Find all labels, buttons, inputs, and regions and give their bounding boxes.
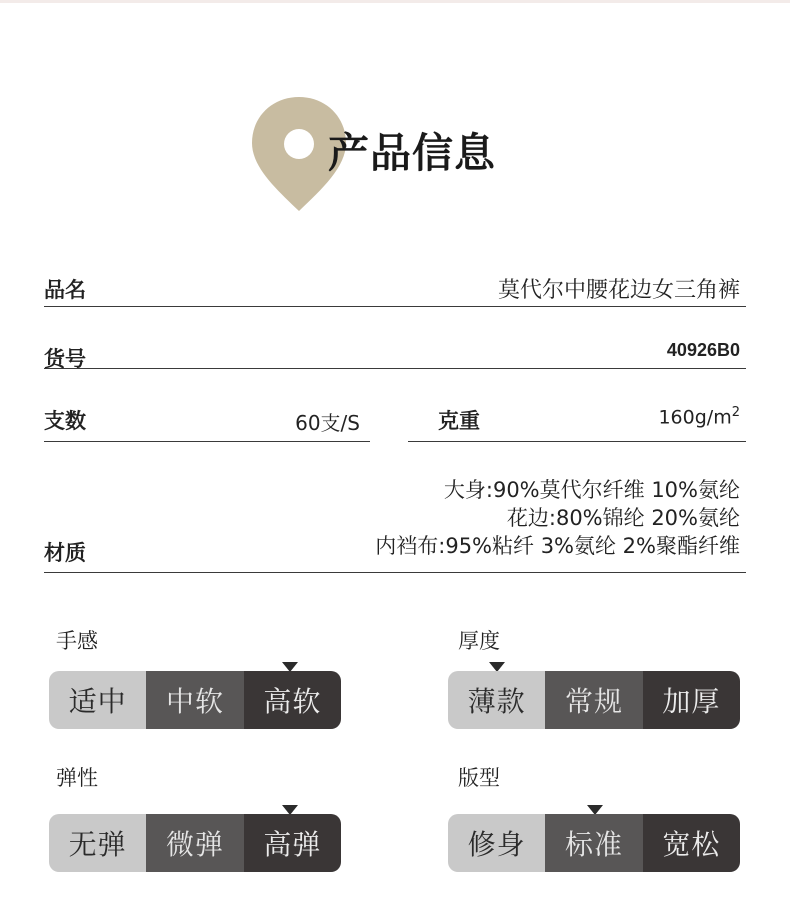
spec-row-sku bbox=[44, 335, 746, 369]
option-fit-2[interactable]: 宽松 bbox=[643, 814, 740, 872]
spec-value-name: 莫代尔中腰花边女三角裤 bbox=[497, 278, 740, 303]
option-thickness-0[interactable]: 薄款 bbox=[448, 671, 545, 729]
top-divider bbox=[0, 0, 790, 3]
attr-label-fit: 版型 bbox=[458, 766, 500, 790]
attr-label-hand-feel: 手感 bbox=[56, 629, 98, 653]
material-lines bbox=[375, 476, 740, 560]
spec-label-weight: 克重 bbox=[438, 409, 480, 433]
option-hand-feel-0[interactable]: 适中 bbox=[49, 671, 146, 729]
material-line-gusset: 内裆布:95%粘纤 3%氨纶 2%聚酯纤维 bbox=[375, 534, 740, 558]
option-elasticity-1[interactable]: 微弹 bbox=[146, 814, 243, 872]
option-hand-feel-1[interactable]: 中软 bbox=[146, 671, 243, 729]
spec-label-count: 支数 bbox=[44, 409, 86, 433]
option-elasticity-2[interactable]: 高弹 bbox=[244, 814, 341, 872]
option-fit-1[interactable]: 标准 bbox=[545, 814, 642, 872]
segmented-thickness bbox=[448, 671, 740, 729]
spec-label-name: 品名 bbox=[44, 278, 86, 302]
segmented-fit bbox=[448, 814, 740, 872]
spec-row-name bbox=[44, 270, 746, 307]
option-fit-0[interactable]: 修身 bbox=[448, 814, 545, 872]
option-thickness-1[interactable]: 常规 bbox=[545, 671, 642, 729]
attr-label-thickness: 厚度 bbox=[458, 629, 500, 653]
spec-row-count bbox=[44, 401, 370, 442]
spec-label-material: 材质 bbox=[44, 541, 86, 565]
spec-label-sku: 货号 bbox=[44, 347, 86, 371]
option-hand-feel-2[interactable]: 高软 bbox=[244, 671, 341, 729]
spec-value-weight bbox=[658, 405, 740, 428]
option-thickness-2[interactable]: 加厚 bbox=[643, 671, 740, 729]
weight-number: 160g/m bbox=[658, 406, 732, 429]
option-elasticity-0[interactable]: 无弹 bbox=[49, 814, 146, 872]
material-line-lace: 花边:80%锦纶 20%氨纶 bbox=[506, 506, 740, 530]
spec-row-material bbox=[44, 472, 746, 573]
segmented-hand-feel bbox=[49, 671, 341, 729]
segmented-elasticity bbox=[49, 814, 341, 872]
page-title: 产品信息 bbox=[328, 129, 496, 177]
spec-row-weight bbox=[408, 401, 746, 442]
material-line-body: 大身:90%莫代尔纤维 10%氨纶 bbox=[443, 478, 740, 502]
spec-value-count: 60支/S bbox=[295, 411, 360, 435]
attr-label-elasticity: 弹性 bbox=[56, 766, 98, 790]
weight-superscript: 2 bbox=[731, 405, 740, 420]
spec-value-sku: 40926B0 bbox=[666, 340, 740, 360]
